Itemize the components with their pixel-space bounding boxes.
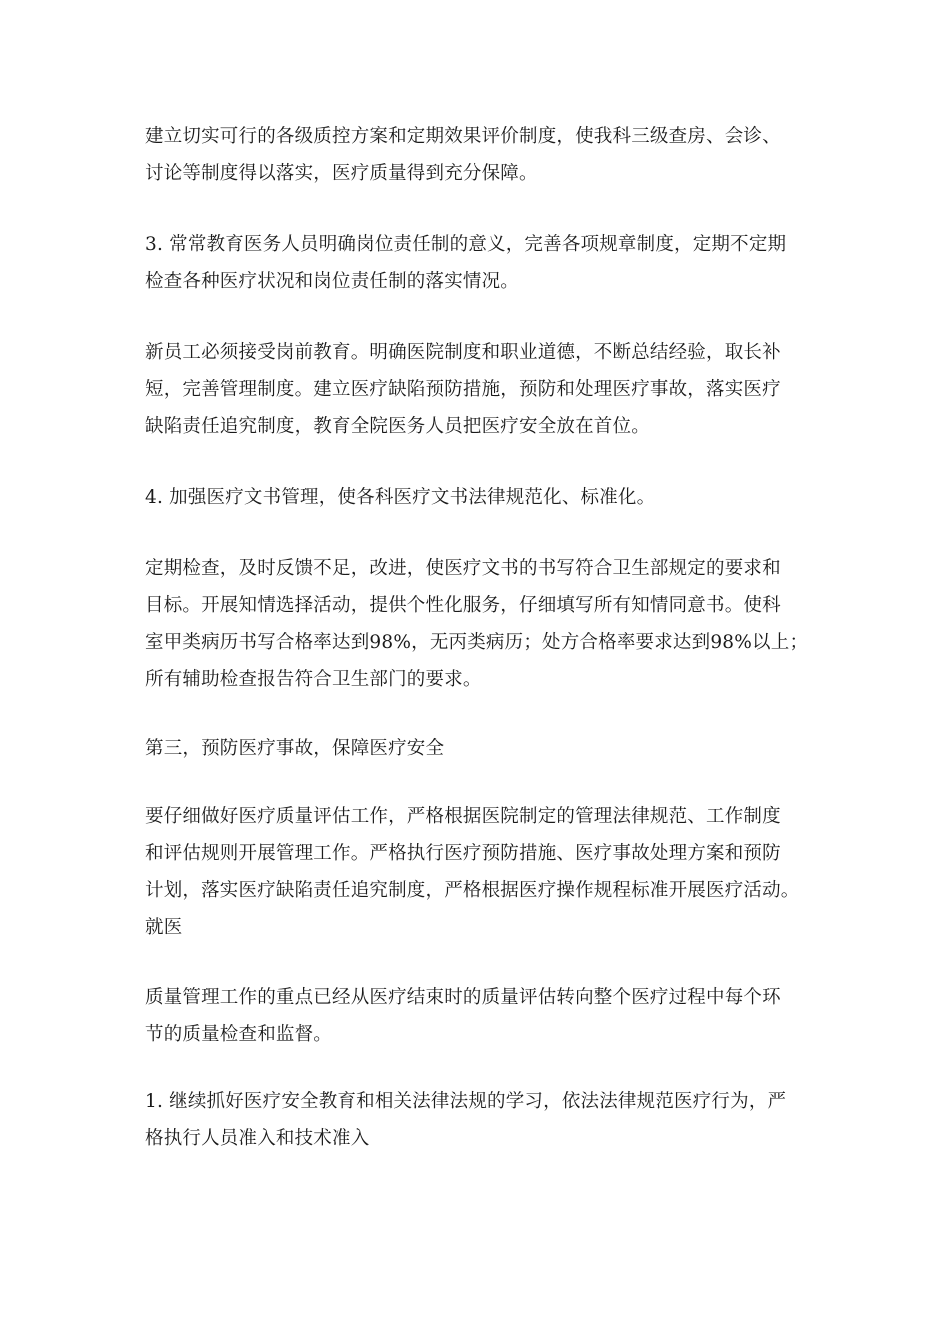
paragraph-quality-assessment: 要仔细做好医疗质量评估工作，严格根据医院制定的管理法律规范、工作制度 和评估规则开展管理工作。严格执行医疗预防措施、医疗事故处理方案和预防 计划，落实医疗缺陷责任追究制度，严格根据医疗操作规程标准开展医疗活动。 就医 <box>145 806 800 938</box>
paragraph-new-staff-training: 新员工必须接受岗前教育。明确医院制度和职业道德，不断总结经验，取长补 短，完善管理制度。建立医疗缺陷预防措施，预防和处理医疗事故，落实医疗 缺陷责任追究制度，教育全院医务人员把医疗安全放在首位。 <box>145 342 781 437</box>
paragraph-qc-system: 建立切实可行的各级质控方案和定期效果评价制度，使我科三级查房、会诊、 讨论等制度得以落实，医疗质量得到充分保障。 <box>145 126 781 184</box>
paragraph-regular-inspection: 定期检查，及时反馈不足，改进，使医疗文书的书写符合卫生部规定的要求和 目标。开展知情选择活动，提供个性化服务，仔细填写所有知情同意书。使科 室甲类病历书写合格率达到98%，无丙类病历；处方合格率要求达到98%以上； 所有辅助检查报告符合卫生部门的要求。 <box>145 558 809 690</box>
paragraph-item-3: 3. 常常教育医务人员明确岗位责任制的意义，完善各项规章制度，定期不定期 检查各种医疗状况和岗位责任制的落实情况。 <box>145 234 787 292</box>
paragraph-item-1: 1. 继续抓好医疗安全教育和相关法律法规的学习，依法法律规范医疗行为，严 格执行人员准入和技术准入 <box>145 1091 787 1149</box>
paragraph-quality-management-focus: 质量管理工作的重点已经从医疗结束时的质量评估转向整个医疗过程中每个环 节的质量检查和监督。 <box>145 987 781 1045</box>
paragraph-item-4: 4. 加强医疗文书管理，使各科医疗文书法律规范化、标准化。 <box>145 487 656 508</box>
section-heading-third: 第三，预防医疗事故，保障医疗安全 <box>145 738 445 759</box>
